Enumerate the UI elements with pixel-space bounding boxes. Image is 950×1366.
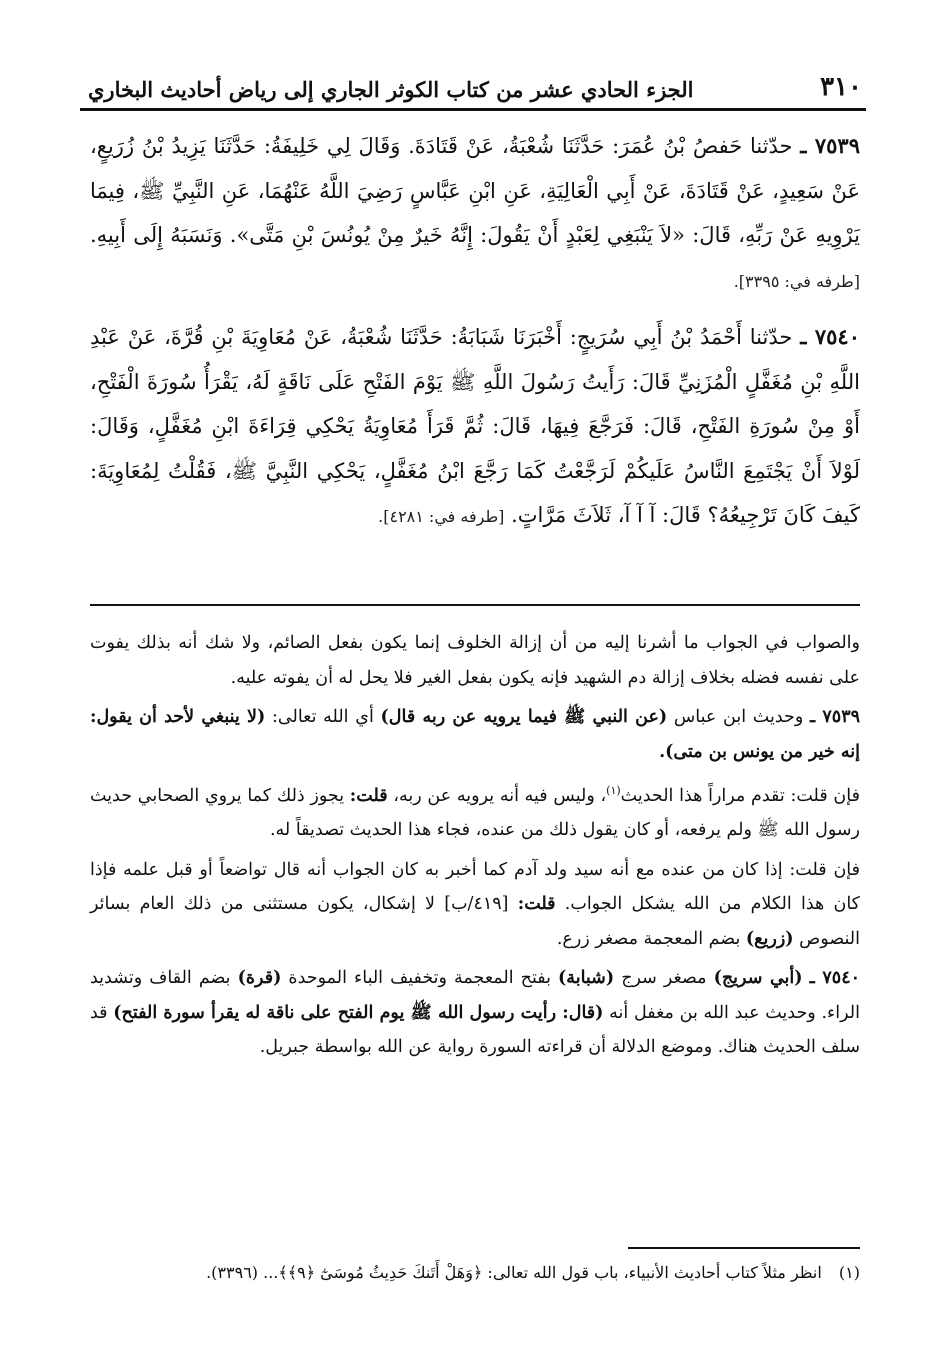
hadith-reference: [طرفه في: ٤٢٨١]. [378,507,505,526]
commentary-paragraph [90,853,860,957]
paragraph-text: فإن قلت: إذا كان من عنده مع أنه سيد ولد آدم كما أخبر به كان الجواب أنه قال تواضعاً أو قبل علمه فإذا كان هذا الكلام من الله يشكل الجواب. [90,859,860,915]
paragraph-text: وحديث ابن عباس [673,707,804,727]
hadith-reference: [طرفه في: ٣٣٩٥]. [733,271,860,291]
quoted-text: (لا ينبغي لأحد أن يقول: إنه خير من يونس بن متى). [90,707,860,762]
footnote-ref[interactable]: (١) [606,784,621,797]
page-number: ٣١٠ [820,72,862,102]
quoted-text: (قال: رأيت رسول الله ﷺ يوم الفتح على ناقة له يقرأ سورة الفتح) [113,1002,604,1023]
footnote-mark: (١) [838,1263,860,1282]
hadith-number: ٧٥٣٩ ـ [800,133,860,158]
footnote-text: انظر مثلاً كتاب أحاديث الأنبياء، باب قول الله تعالى: ﴿وَهَلْ أَتَنكَ حَدِيثُ مُوسَىٰٓ ﴿٩﴾﴾... (٣٣٩٦). [206,1263,822,1282]
commentary-paragraph [90,626,860,695]
paragraph-text: بفتح المعجمة وتخفيف الباء الموحدة [288,968,551,989]
paragraph-text: بضم المعجمة مصغر زرع. [556,928,741,949]
qult-label: قلت: [517,894,556,915]
paragraph-text: أي الله تعالى: [272,707,374,727]
quoted-text: (أبي سريج) [713,968,803,989]
section-divider [90,604,860,606]
paragraph-text: [٤١٩/ب] لا إشكال، يكون مستثنى من ذلك العام بسائر النصوص [90,894,860,949]
paragraph-text: مصغر سرج [621,968,707,989]
quoted-text: (شبابة) [558,968,615,989]
paragraph-text: ، وليس فيه أنه يرويه عن ربه، [393,785,607,806]
paragraph-number: ٧٥٤٠ ـ [809,968,860,989]
hadith-text: حدّثنا أَحْمَدُ بْنُ أَبِي سُرَيجٍ: أَخْبَرَنَا شَبَابَةُ: حَدَّثَنَا شُعْبَةُ، عَنْ مُعَاوِيَةَ بْنِ قُرَّةَ، عَنْ عَبْدِ اللَّهِ بْنِ مُغَفَّلٍ الْمُزَنِيِّ قَالَ: رَأَيتُ رَسُولَ اللَّهِ ﷺ يَوْمَ الفَتْحِ عَلَى نَاقَةٍ لَهُ، يَقْرَأُ سُورَةَ الْفَتْحِ، أَوْ مِنْ سُورَةِ الفَتْحِ، قَالَ: فَرَجَّعَ فِيهَا، قَالَ: ثُمَّ قَرَأَ مُعَاوِيَةُ يَحْكِي قِرَاءَةَ ابْنِ مُغَفَّلٍ، وَقَالَ: لَوْلاَ أَنْ يَجْتَمِعَ النَّاسُ عَلَيكُمْ لَرَجَّعْتُ كَمَا رَجَّعَ ابْنُ مُغَفَّلٍ، يَحْكِي النَّبِيَّ ﷺ، فَقُلْتُ لِمُعَاوِيَةَ: كَيفَ كَانَ تَرْجِيعُهُ؟ قَالَ: آ آ آ، ثَلاَثَ مَرَّاتٍ. [90,325,860,527]
hadith-number: ٧٥٤٠ ـ [800,324,860,349]
paragraph-text: بضم القاف وتشديد الراء. وحديث عبد الله بن مغفل أنه [90,968,860,1023]
paragraph-text: قد سلف الحديث هناك. وموضع الدلالة أن قراءته السورة رواية عن الله بواسطة جبريل. [90,1002,860,1058]
header-rule [80,108,866,111]
footnote-divider [628,1247,860,1249]
running-title: الجزء الحادي عشر من كتاب الكوثر الجاري إلى رياض أحاديث البخاري [88,77,694,102]
hadith-7539 [90,124,860,304]
hadith-7540 [90,315,860,540]
commentary-paragraph [90,961,860,1065]
commentary-paragraph [90,700,860,769]
paragraph-text: فإن قلت: تقدم مراراً هذا الحديث [620,785,860,806]
quoted-text: (زريع) [745,928,794,949]
quoted-text: (عن النبي ﷺ فيما يرويه عن ربه قال) [380,707,668,727]
paragraph-text: والصواب في الجواب ما أشرنا إليه من أن إزالة الخلوف إنما يكون بفعل الصائم، ولا شك أنه بذلك يفوت على نفسه فضله بخلاف إزالة دم الشهيد فإنه يكون بفعل الغير فلا يحل له أن يفوته عليه. [90,633,860,688]
paragraph-text: يجوز ذلك كما يروي الصحابي حديث رسول الله ﷺ ولم يرفعه، أو كان يقول ذلك من عنده، فجاء هذا الحديث تصديقاً له. [90,785,860,841]
qult-label: قلت: [349,785,388,806]
quoted-text: (قرة) [237,968,282,989]
hadith-text: حدّثنا حَفصُ بْنُ عُمَرَ: حَدَّثَنَا شُعْبَةُ، عَنْ قَتَادَةَ. وَقَالَ لِي خَلِيفَةُ: حَدَّثَنَا يَزِيدُ بْنُ زُرَيعٍ، عَنْ سَعِيدٍ، عَنْ قَتَادَةَ، عَنْ أَبِي الْعَالِيَةِ، عَنِ ابْنِ عَبَّاسٍ رَضِيَ اللَّهُ عَنْهُمَا، عَنِ النَّبِيِّ ﷺ، فِيمَا يَرْوِيهِ عَنْ رَبِّهِ، قَالَ: «لاَ يَنْبَغِي لِعَبْدٍ أَنْ يَقُولَ: إِنَّهُ خَيرٌ مِنْ يُونُسَ بْنِ مَتَّى». وَنَسَبَهُ إِلَى أَبِيهِ. [90,134,860,247]
page-header [88,62,862,102]
paragraph-number: ٧٥٣٩ ـ [810,707,860,727]
commentary [90,626,860,1070]
commentary-paragraph [90,774,860,848]
footnote [90,1258,860,1288]
